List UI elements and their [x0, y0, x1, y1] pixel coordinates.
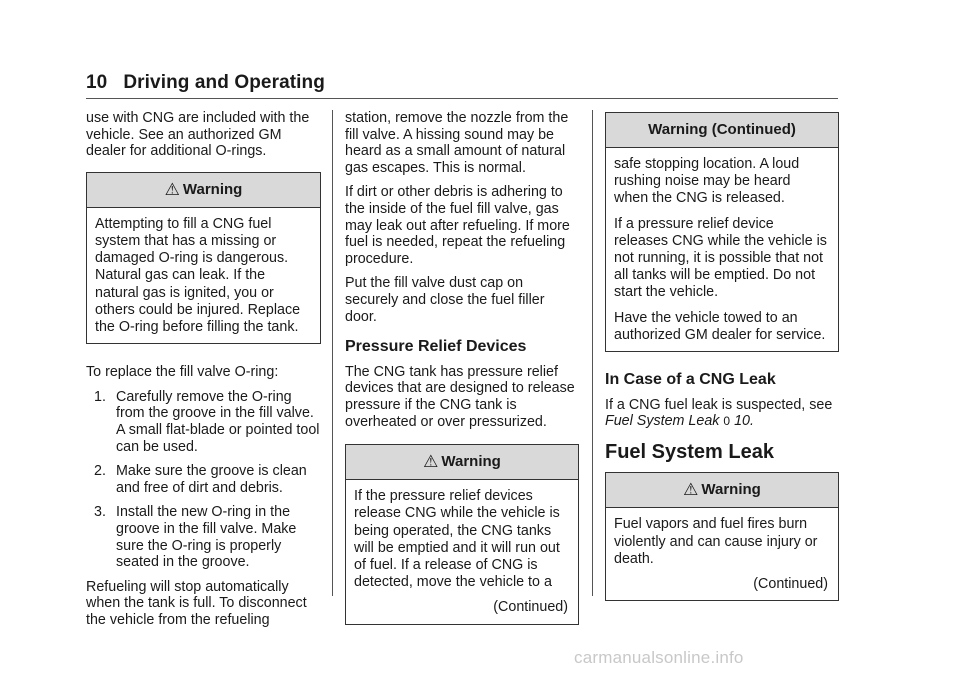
warning-triangle-icon: ⚠ [683, 480, 699, 500]
warning-body [87, 208, 320, 343]
steps-list [86, 389, 321, 571]
warning-text: Fuel vapors and fuel fires burn violently and can cause injury or death. [614, 516, 818, 567]
warning-box-pressure [345, 444, 579, 624]
step-text: Install the new O-ring in the groove in the fill valve. Make sure the O-ring is properly seated in the groove. [116, 504, 297, 571]
warning-triangle-icon: ⚠ [164, 179, 180, 199]
step-text: Carefully remove the O-ring from the groove in the fill valve. A small flat-blade or pointed tool can be used. [116, 388, 320, 455]
refuel-paragraph: Refueling will stop automatically when the tank is full. To disconnect the vehicle from the refueling [86, 578, 307, 628]
station-paragraph: station, remove the nozzle from the fill valve. A hissing sound may be heard as a small amount of natural gas escapes. This is normal. [345, 110, 569, 176]
warning-text-1: safe stopping location. A loud rushing noise may be heard when the CNG is released. [614, 156, 800, 207]
watermark: carmanualsonline.info [574, 648, 744, 667]
steps-intro: To replace the fill valve O-ring: [86, 364, 279, 381]
warning-box-fuel-leak [605, 472, 839, 601]
page-reference: 10. [734, 413, 754, 430]
warning-text-2: If a pressure relief device releases CNG while the vehicle is not running, it is possible that not all tanks will be emptied. Do not start the vehicle. [614, 215, 827, 301]
warning-header [87, 173, 320, 208]
section-title: Driving and Operating [123, 72, 325, 93]
column-divider-1 [332, 110, 333, 596]
page-number: 10 [86, 72, 108, 93]
column-2 [345, 110, 579, 625]
list-item [86, 504, 321, 570]
debris-paragraph: If dirt or other debris is adhering to the inside of the fuel fill valve, gas may leak out after refueling. If more fuel is needed, repeat the refueling procedure. [345, 184, 570, 267]
warning-body [606, 148, 838, 351]
pressure-relief-heading: Pressure Relief Devices [345, 338, 527, 356]
warning-title: Warning [182, 180, 243, 198]
warning-body [606, 508, 838, 600]
continued-label: (Continued) [493, 599, 568, 616]
column-divider-2 [592, 110, 593, 596]
warning-header [606, 113, 838, 148]
step-number: 2. [94, 463, 106, 480]
warning-box-continued [605, 112, 839, 352]
cng-leak-text: If a CNG fuel leak is suspected, see [605, 396, 833, 413]
continued-label: (Continued) [753, 576, 828, 593]
step-text: Make sure the groove is clean and free of dirt and debris. [116, 463, 307, 496]
list-item [86, 389, 321, 455]
warning-text: If the pressure relief devices release CNG while the vehicle is being operated, the CNG tanks will be emptied and it will run out of fuel. If a release of CNG is detected, move the vehicle to a [354, 488, 560, 591]
cng-leak-paragraph [605, 397, 839, 430]
warning-triangle-icon: ⚠ [423, 452, 439, 472]
warning-title: Warning [441, 453, 501, 471]
pressure-relief-paragraph: The CNG tank has pressure relief devices that are designed to release pressure if the CNG tank is overheated or over pressurized. [345, 363, 575, 430]
cng-leak-heading: In Case of a CNG Leak [605, 371, 776, 389]
column-3 [605, 110, 839, 601]
fuel-system-leak-title: Fuel System Leak [605, 440, 774, 463]
step-number: 1. [94, 388, 106, 405]
fuel-system-leak-link[interactable]: Fuel System Leak [605, 413, 720, 430]
intro-paragraph: use with CNG are included with the vehicle. See an authorized GM dealer for additional O-rings. [86, 110, 310, 160]
warning-text: Attempting to fill a CNG fuel system that has a missing or damaged O-ring is dangerous. Natural gas can leak. If the natural gas is ignited, you or others could be injured. Replace the O-ring before filling the tank. [95, 215, 301, 335]
warning-title: Warning [701, 481, 761, 499]
column-1 [86, 110, 321, 637]
warning-header [606, 473, 838, 508]
list-item [86, 463, 321, 496]
warning-body [346, 480, 578, 623]
warning-text-3: Have the vehicle towed to an authorized GM dealer for service. [614, 309, 826, 343]
warning-title: Warning (Continued) [648, 121, 796, 138]
dust-cap-paragraph: Put the fill valve dust cap on securely and close the fuel filler door. [345, 275, 545, 325]
header-divider [86, 98, 838, 99]
step-number: 3. [94, 504, 106, 521]
page-reference-icon: 0 [723, 414, 731, 429]
page-header [86, 72, 325, 94]
warning-box-oring [86, 172, 321, 344]
warning-header [346, 445, 578, 480]
